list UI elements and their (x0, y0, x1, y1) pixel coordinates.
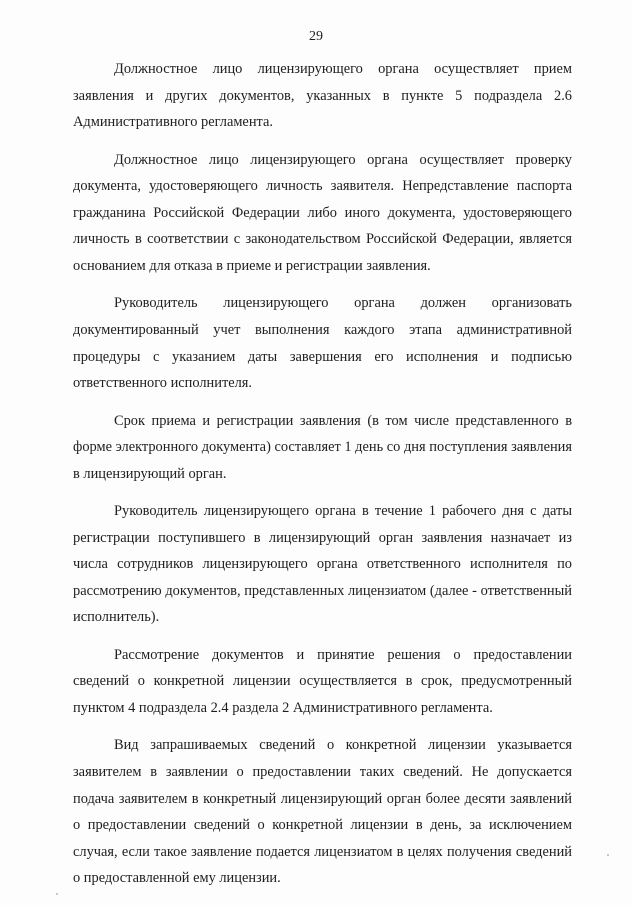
paragraph-6: Рассмотрение документов и принятие решения о предоставлении сведений о конкретной лицензии осуществляется в срок, предусмотренный пунктом 4 подраздела 2.4 раздела 2 Административного регламента. (73, 646, 572, 717)
scan-speck (607, 854, 609, 856)
page-body-text (73, 56, 572, 892)
paragraph-5: Руководитель лицензирующего органа в течение 1 рабочего дня с даты регистрации поступившего в лицензирующий орган заявления назначает из числа сотрудников лицензирующего органа ответственного исполнителя по рассмотрению документов, представленных лицензиатом (далее - ответственный исполнитель). (73, 503, 572, 626)
paragraph-4: Срок приема и регистрации заявления (в том числе представленного в форме электронного документа) составляет 1 день со дня поступления заявления в лицензирующий орган. (73, 412, 572, 482)
paragraph-2: Должностное лицо лицензирующего органа осуществляет проверку документа, удостоверяющего личность заявителя. Непредставление паспорта гражданина Российской Федерации либо иного документа, удостоверяющего личность в соответствии с законодательством Российской Федерации, является основанием для отказа в приеме и регистрации заявления. (73, 151, 572, 274)
paragraph-7: Вид запрашиваемых сведений о конкретной лицензии указывается заявителем в заявлении о предоставлении таких сведений. Не допускается подача заявителем в конкретный лицензирующий орган более десяти заявлений о предоставлении сведений о конкретной лицензии в день, за исключением случая, если такое заявление подается лицензиатом в целях получения сведений о предоставленной ему лицензии. (73, 737, 572, 887)
paragraph-3: Руководитель лицензирующего органа должен организовать документированный учет выполнения каждого этапа административной процедуры с указанием даты завершения его исполнения и подписью ответственного исполнителя. (73, 295, 572, 392)
scan-speck (56, 893, 58, 895)
paragraph-1: Должностное лицо лицензирующего органа осуществляет прием заявления и других документов, указанных в пункте 5 подраздела 2.6 Административного регламента. (73, 61, 572, 131)
page-number: 29 (309, 29, 323, 44)
